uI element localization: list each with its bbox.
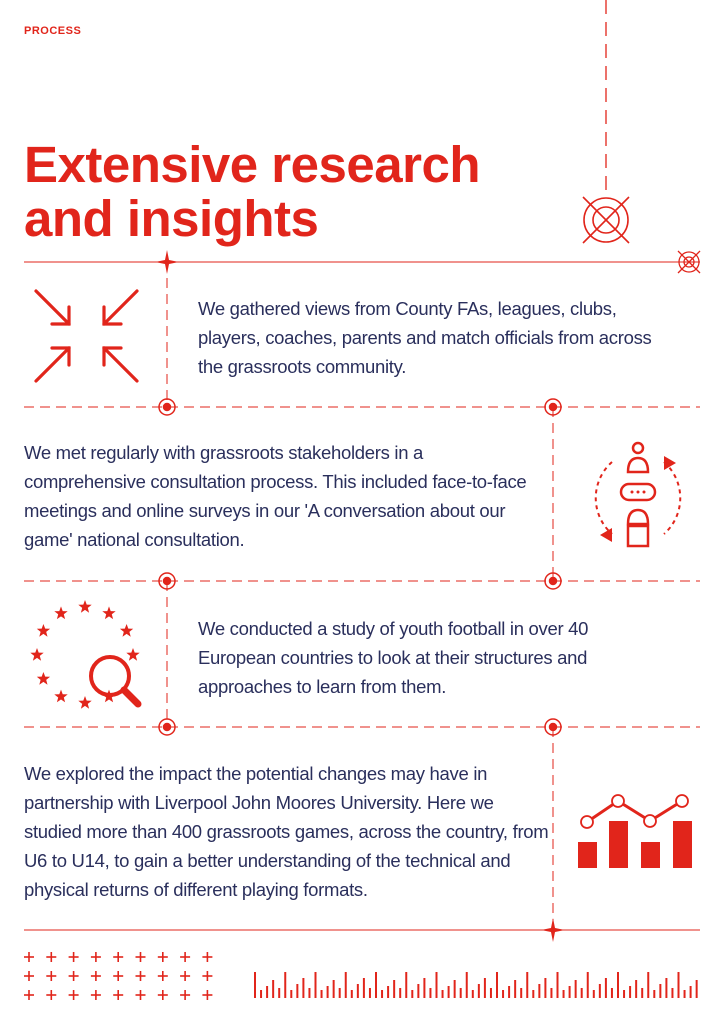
star-icon [54, 690, 67, 703]
star-icon [37, 672, 50, 685]
star-icon [126, 648, 139, 661]
bar-line-chart-icon [578, 795, 692, 868]
arrows-inward-icon [36, 291, 137, 381]
star-icon [102, 606, 115, 619]
title-line-1: Extensive research [24, 136, 480, 193]
star-icon [78, 696, 91, 709]
paragraph-university-study: We explored the impact the potential changes may have in partnership with Liverpool John Moores University. Here we studied more than 400 grassroots games, across the country, from U6 to U14, to gain a better understanding of the technical and physical returns of different playing formats. [24, 763, 549, 900]
section-label: PROCESS [24, 25, 82, 37]
paragraph-consultation: We met regularly with grassroots stakeholders in a comprehensive consultation process. This included face-to-face meetings and online surveys in our 'A conversation about our game' national consultation. [24, 442, 527, 550]
star-icon [30, 648, 43, 661]
star-icon [37, 624, 50, 637]
tick-pattern [255, 972, 697, 998]
europe-magnifier-icon [30, 600, 139, 709]
star-icon [120, 624, 133, 637]
title-line-2: and insights [24, 190, 319, 247]
plus-pattern [24, 952, 212, 1000]
star-icon [54, 606, 67, 619]
people-consultation-icon [596, 443, 681, 546]
star-icon [78, 600, 91, 613]
paragraph-european-study: We conducted a study of youth football in over 40 European countries to look at their structures and approaches to learn from them. [198, 618, 589, 697]
paragraph-views-gathered: We gathered views from County FAs, leagues, clubs, players, coaches, parents and match officials from across the grassroots community. [198, 298, 652, 377]
target-mark-large [583, 197, 629, 243]
